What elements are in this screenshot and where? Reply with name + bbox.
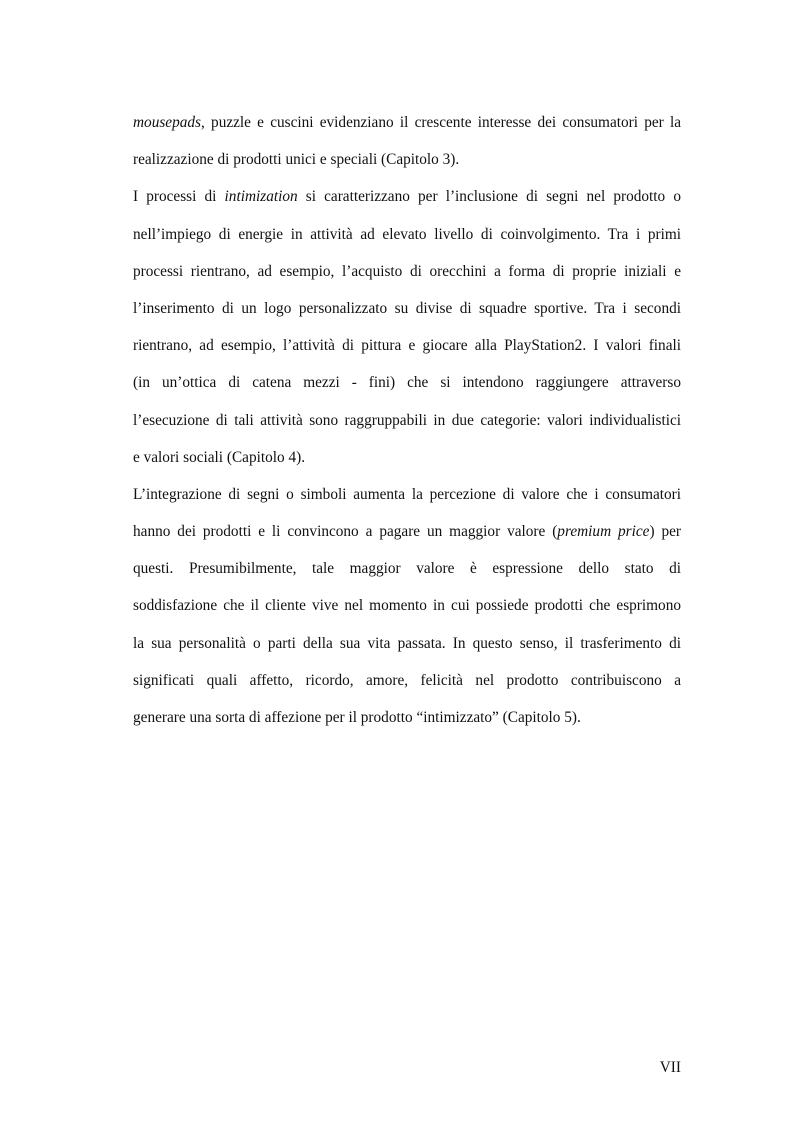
text-line-5 xyxy=(133,259,681,296)
text-span: processi rientrano, ad esempio, l’acquisto di orecchini a forma di proprie iniziali e xyxy=(133,262,681,280)
text-span: I processi di xyxy=(133,188,225,206)
text-span: realizzazione di prodotti unici e speciali (Capitolo 3). xyxy=(133,151,460,169)
text-span: L’integrazione di segni o simboli aumenta la percezione di valore che i consumatori xyxy=(133,485,681,503)
text-line-2 xyxy=(133,147,681,184)
body-text xyxy=(133,110,681,742)
italic-term-mousepads: mousepads xyxy=(133,114,201,131)
page-number: VII xyxy=(659,1059,681,1076)
text-span: l’inserimento di un logo personalizzato su divise di squadre sportive. Tra i secondi xyxy=(133,299,681,317)
text-span: rientrano, ad esempio, l’attività di pittura e giocare alla PlayStation2. I valori finali xyxy=(133,337,681,355)
text-line-7 xyxy=(133,333,681,370)
text-span: l’esecuzione di tali attività sono raggruppabili in due categorie: valori individualistici xyxy=(133,411,681,429)
italic-term-intimization: intimization xyxy=(224,188,298,206)
italic-term-premium-price: premium price xyxy=(557,523,650,541)
text-line-13 xyxy=(133,556,681,593)
text-span: significati quali affetto, ricordo, amore, felicità nel prodotto contribuiscono a xyxy=(133,671,681,689)
text-span: questi. Presumibilmente, tale maggior valore è espressione dello stato di xyxy=(133,560,681,578)
text-span: soddisfazione che il cliente vive nel momento in cui possiede prodotti che esprimono xyxy=(133,597,681,615)
text-span: hanno dei prodotti e li convincono a pagare un maggior valore ( xyxy=(133,523,558,541)
text-line-11 xyxy=(133,482,681,519)
text-span: nell’impiego di energie in attività ad elevato livello di coinvolgimento. Tra i primi xyxy=(133,225,681,243)
text-line-10 xyxy=(133,445,681,482)
text-line-4 xyxy=(133,222,681,259)
text-line-8 xyxy=(133,370,681,407)
text-line-15 xyxy=(133,631,681,668)
text-span: generare una sorta di affezione per il prodotto “intimizzato” (Capitolo 5). xyxy=(133,709,581,726)
text-line-6 xyxy=(133,296,681,333)
text-span: , puzzle e cuscini evidenziano il crescente interesse dei consumatori per la xyxy=(201,114,681,131)
text-span: ) per xyxy=(649,523,681,541)
text-line-9 xyxy=(133,408,681,445)
text-span: la sua personalità o parti della sua vita passata. In questo senso, il trasferimento di xyxy=(133,634,681,652)
text-line-17 xyxy=(133,705,681,742)
text-span: si caratterizzano per l’inclusione di segni nel prodotto o xyxy=(297,188,681,206)
text-line-16 xyxy=(133,668,681,705)
text-line-3 xyxy=(133,184,681,221)
text-span: (in un’ottica di catena mezzi - fini) che si intendono raggiungere attraverso xyxy=(133,374,681,392)
text-line-12 xyxy=(133,519,681,556)
text-line-14 xyxy=(133,593,681,630)
text-span: e valori sociali (Capitolo 4). xyxy=(133,448,306,466)
text-line-1 xyxy=(133,110,681,147)
